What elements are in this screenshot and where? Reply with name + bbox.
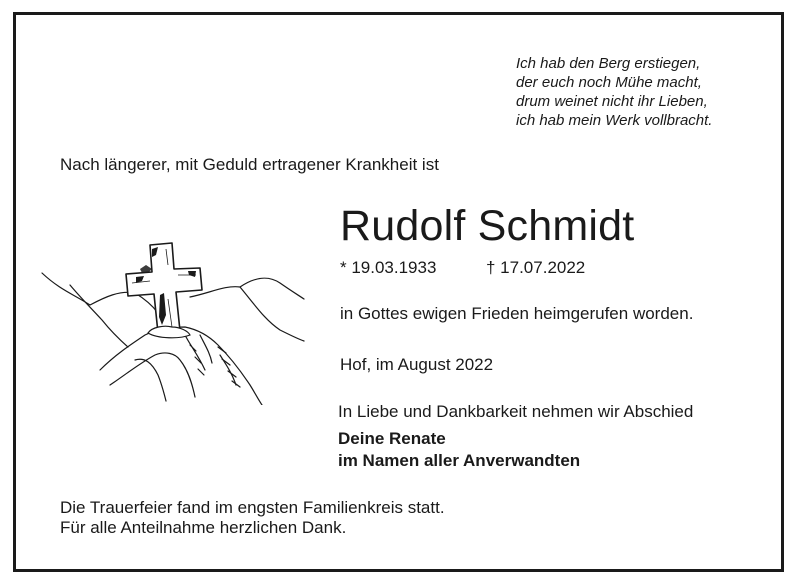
mourners (338, 428, 580, 472)
mourner-line: im Namen aller Anverwandten (338, 451, 581, 470)
poem-line: Ich hab den Berg erstiegen, (516, 55, 701, 72)
place-date: Hof, im August 2022 (340, 355, 494, 374)
intro-text: Nach längerer, mit Geduld ertragener Krankheit ist (60, 155, 439, 174)
deceased-name: Rudolf Schmidt (340, 202, 635, 250)
death-date: † 17.07.2022 (486, 258, 586, 277)
called-home-text: in Gottes ewigen Frieden heimgerufen worden. (340, 304, 694, 323)
footer-line: Die Trauerfeier fand im engsten Familienkreis statt. (60, 498, 445, 517)
summit-cross-icon (40, 235, 305, 405)
farewell-text: In Liebe und Dankbarkeit nehmen wir Abschied (338, 402, 694, 421)
birth-date: * 19.03.1933 (340, 258, 437, 277)
mourner-line: Deine Renate (338, 429, 446, 448)
footer (60, 498, 445, 538)
poem-line: der euch noch Mühe macht, (516, 74, 702, 91)
poem (516, 54, 712, 130)
poem-line: ich hab mein Werk vollbracht. (516, 112, 713, 129)
poem-line: drum weinet nicht ihr Lieben, (516, 93, 708, 110)
footer-line: Für alle Anteilnahme herzlichen Dank. (60, 518, 347, 537)
